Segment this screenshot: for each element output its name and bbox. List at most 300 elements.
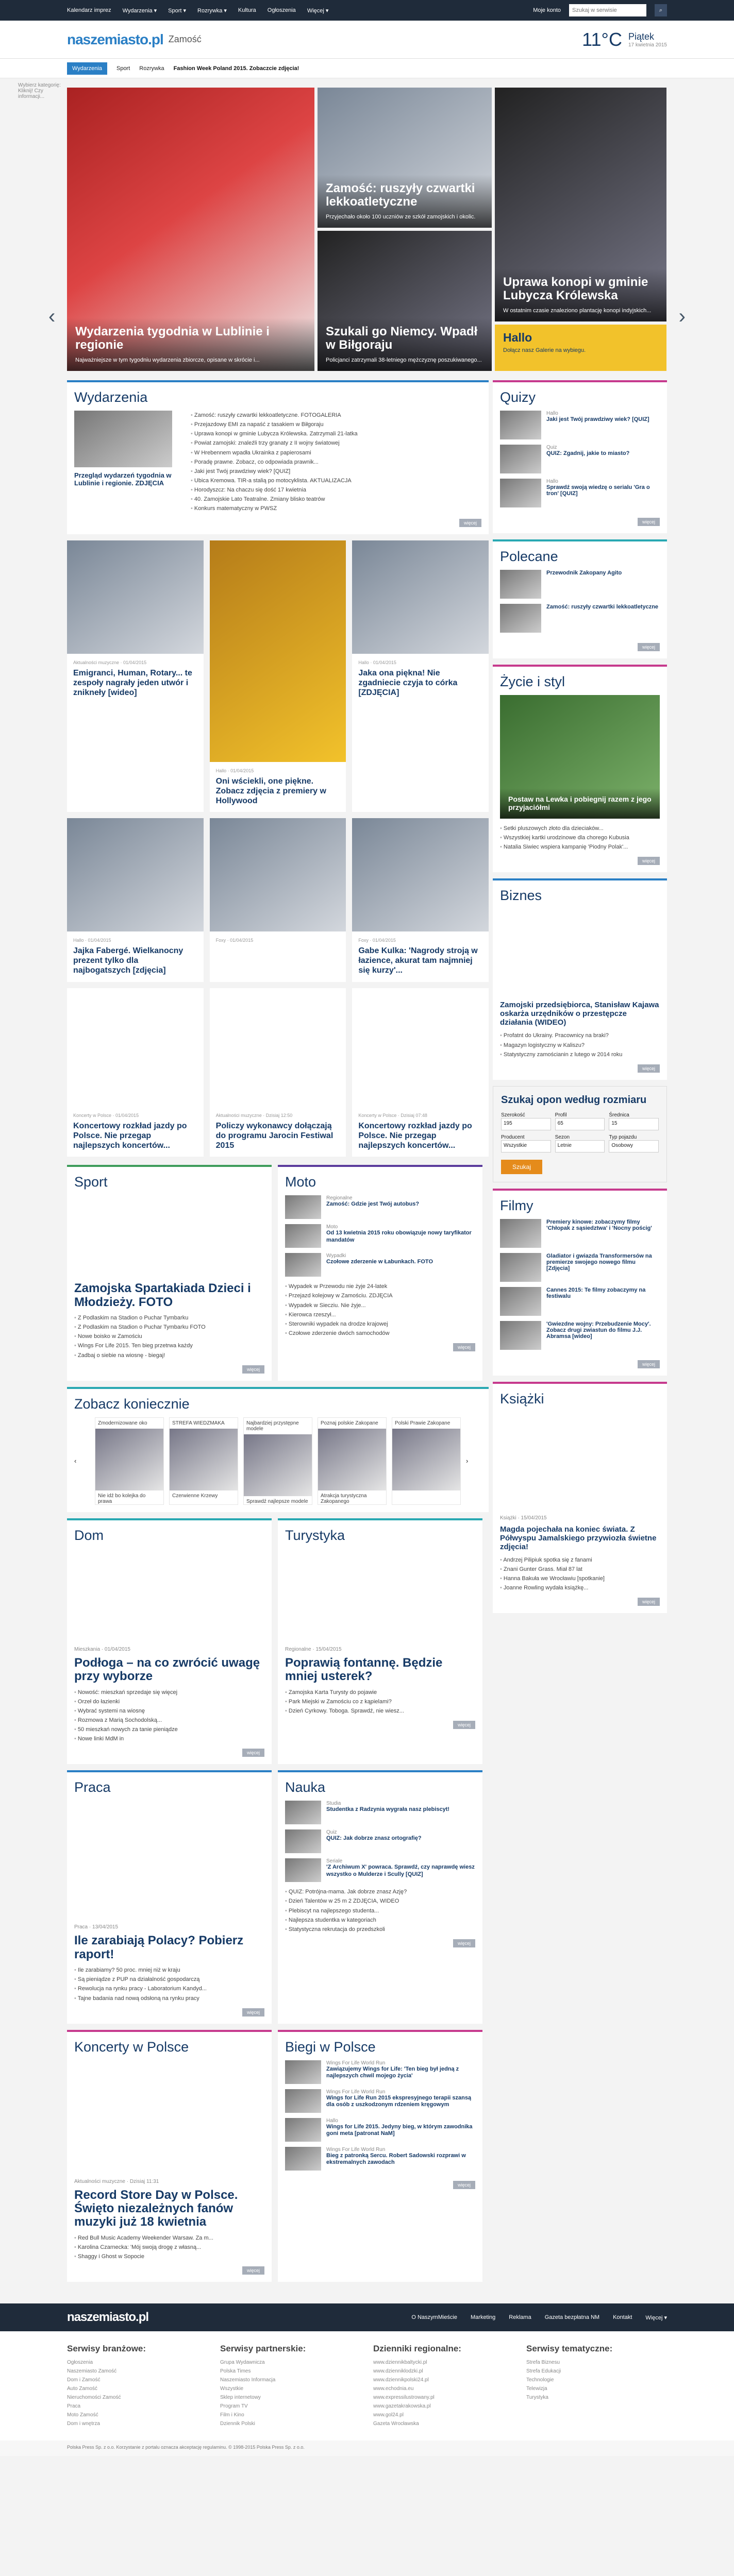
list-item[interactable]: • Zadbaj o siebie na wiosnę - biegaj!	[74, 1351, 264, 1360]
list-item[interactable]: • 40. Zamojskie Lato Teatralne. Zmiany blisko teatrów	[191, 495, 358, 504]
footer-directory	[0, 2331, 734, 2441]
moto-thumb[interactable]	[285, 1224, 321, 1248]
item-title[interactable]: Bieg z patronką Sercu. Robert Sadowski rozprawi w ekstremalnych zawodach	[326, 2152, 466, 2166]
footer-link[interactable]: Kontakt	[613, 2314, 632, 2320]
praca-image[interactable]	[74, 1801, 264, 1924]
polecane-title[interactable]: Polecane	[500, 549, 558, 564]
nauka-thumb[interactable]	[285, 1858, 321, 1882]
item-title[interactable]: Premiery kinowe: zobaczymy filmy 'Chłopak z sąsiedztwa' i 'Nocny pościg'	[546, 1218, 652, 1231]
zycie-panel	[493, 665, 667, 872]
item-title[interactable]: 'Gwiezdne wojny: Przebudzenie Mocy'. Zobacz drugi zwiastun do filmu J.J. Abramsa [wideo]	[546, 1320, 651, 1340]
carousel-item-image[interactable]	[244, 1434, 312, 1496]
section-navigation	[0, 59, 734, 78]
more-button[interactable]: więcej	[638, 857, 660, 865]
topbar-right	[533, 4, 667, 16]
list-item[interactable]: • 50 mieszkań nowych za tanie pieniądze	[74, 1725, 264, 1734]
tab-wydarzenia[interactable]: Wydarzenia	[67, 62, 107, 75]
list-item[interactable]: • Nowe linki MdM in	[74, 1734, 264, 1743]
list-item[interactable]: • Statystyczna rekrutacja do przedszkoli	[285, 1925, 475, 1934]
list-item[interactable]: • Profatnt do Ukrainy. Pracownicy na braki?	[500, 1031, 660, 1040]
site-header	[0, 21, 734, 59]
city-select[interactable]: Zamość	[168, 34, 202, 44]
hero-main-story[interactable]	[67, 88, 314, 371]
search-input[interactable]	[569, 4, 646, 16]
footer-directory-link[interactable]: Polska Times	[220, 2368, 251, 2375]
footer-directory-link[interactable]: Program TV	[220, 2403, 248, 2410]
more-button[interactable]: więcej	[459, 519, 481, 527]
filmy-panel	[493, 1189, 667, 1376]
footer-directory-link[interactable]: Naszemiasto Zamość	[67, 2368, 117, 2375]
hero-story-4-title[interactable]: Uprawa konopi w gminie Lubycza Królewska	[503, 275, 648, 303]
news-card-image[interactable]	[352, 818, 489, 931]
card-meta: Hallo · 01/04/2015	[73, 938, 111, 943]
more-button[interactable]: więcej	[242, 1749, 264, 1757]
top-link-6[interactable]: Ogłoszenia	[267, 7, 296, 13]
footer-directory-link[interactable]: www.echodnia.eu	[373, 2386, 414, 2392]
carousel-next-icon[interactable]: ›	[466, 1457, 469, 1465]
quiz-thumb[interactable]	[500, 411, 541, 439]
list-item[interactable]: • Wypadek w Siecziu. Nie żyje...	[285, 1301, 475, 1310]
more-button[interactable]: więcej	[242, 1365, 264, 1374]
list-item[interactable]: • Przejazdowy EMI za napaść z tasakiem w Biłgoraju	[191, 420, 358, 429]
list-item[interactable]: • Najlepsza studentka w kategoriach	[285, 1916, 475, 1925]
list-item[interactable]: • Natalia Siwiec wspiera kampanię 'Piodny Polak'...	[500, 842, 660, 852]
news-card-image[interactable]	[210, 540, 346, 762]
footer-directory-link[interactable]: www.dziennikbaltycki.pl	[373, 2360, 427, 2366]
biegi-title[interactable]: Biegi w Polsce	[285, 2039, 376, 2055]
film-thumb[interactable]	[500, 1253, 541, 1282]
news-card[interactable]	[210, 818, 346, 982]
card-meta: Foxy · 01/04/2015	[215, 938, 254, 943]
top-link-1[interactable]: Kalendarz imprez	[67, 7, 111, 13]
tire-label: Producent	[501, 1134, 525, 1140]
film-thumb[interactable]	[500, 1287, 541, 1316]
carousel-item-caption: Atrakcja turystyczna Zakopanego	[321, 1493, 367, 1504]
hero-story-2-title[interactable]: Zamość: ruszyły czwartki lekkoatletyczne	[326, 181, 475, 209]
list-item[interactable]: • Uprawa konopi w gminie Lubycza Królewska. Zatrzymali 21-latka	[191, 429, 358, 438]
hero-story-3-title[interactable]: Szukali go Niemcy. Wpadł w Biłgoraju	[326, 324, 478, 352]
item-title[interactable]: Studentka z Radzynia wygrała nasz plebiscyt!	[326, 1806, 450, 1813]
biznes-feature-title[interactable]: Zamojski przedsiębiorca, Stanisław Kajawa oskarża urzędników o przestępcze działania (WIDEO)	[500, 1001, 659, 1027]
list-item[interactable]: • Red Bull Music Academy Weekender Warsaw. Za m...	[74, 2233, 264, 2243]
biznes-title[interactable]: Biznes	[500, 888, 542, 904]
more-button[interactable]: więcej	[638, 1064, 660, 1073]
list-item[interactable]: • Horodyszcz: Na chaczu się dość 17 kwietnia	[191, 485, 358, 495]
carousel-item-label: Poznaj polskie Zakopane	[321, 1420, 378, 1426]
highlight-link[interactable]: Fashion Week Poland 2015. Zobaczcie zdjęcia!	[173, 65, 299, 72]
biegi-thumb[interactable]	[285, 2060, 321, 2084]
carousel-item-image[interactable]	[170, 1429, 238, 1490]
card-meta: Koncerty w Polsce · 01/04/2015	[73, 1112, 139, 1118]
card-title[interactable]: Oni wściekli, one piękne. Zobacz zdjęcia z premiery w Hollywood	[215, 776, 326, 805]
tire-label: Typ pojazdu	[609, 1134, 637, 1140]
item-title[interactable]: Sprawdź swoją wiedzę o serialu 'Gra o tron' [QUIZ]	[546, 484, 650, 497]
account-link[interactable]: Moje konto	[533, 7, 561, 13]
list-item[interactable]: • Zamość: ruszyły czwartki lekkoatletyczne. FOTOGALERIA	[191, 411, 358, 420]
more-button[interactable]: więcej	[638, 1598, 660, 1606]
biegi-thumb[interactable]	[285, 2089, 321, 2113]
item-title[interactable]: Czołowe zderzenie w Łabunkach. FOTO	[326, 1259, 433, 1265]
item-category: Moto	[326, 1224, 338, 1230]
footer-directory-link[interactable]: Strefa Edukacji	[526, 2368, 561, 2375]
news-card[interactable]	[352, 540, 489, 812]
card-title[interactable]: Jaka ona piękna! Nie zgadniecie czyja to córka [ZDJĘCIA]	[358, 668, 458, 697]
praca-panel	[67, 1770, 272, 2023]
list-item[interactable]: • Nowość: mieszkań sprzedaje się więcej	[74, 1688, 264, 1697]
list-item[interactable]: • Są pieniądze z PUP na działalność gospodarczą	[74, 1975, 264, 1984]
news-card[interactable]	[210, 540, 346, 812]
wydarzenia-feature-title[interactable]: Przegląd wydarzeń tygodnia w Lublinie i regionie. ZDJĘCIA	[74, 471, 172, 487]
list-item[interactable]: • Rewolucja na rynku pracy - Laboratorium Kandyd...	[74, 1984, 264, 1993]
item-title[interactable]: Zawiązujemy Wings for Life: 'Ten bieg był jedną z najlepszych chwil mojego życia'	[326, 2065, 459, 2079]
sport-image[interactable]	[74, 1195, 264, 1278]
item-category: Wypadki	[326, 1253, 346, 1259]
turystyka-title[interactable]: Turystyka	[285, 1527, 345, 1543]
biznes-image[interactable]	[500, 909, 660, 996]
news-card[interactable]	[352, 988, 489, 1157]
tire-width-select[interactable]: 195	[501, 1118, 551, 1130]
carousel-item-image[interactable]	[392, 1429, 460, 1490]
item-category: Quiz	[546, 445, 557, 450]
footer-directory-link[interactable]: www.expressilustrowany.pl	[373, 2395, 435, 2401]
quizy-panel	[493, 380, 667, 533]
praca-title[interactable]: Praca	[74, 1780, 111, 1795]
hero-story-4[interactable]	[495, 88, 666, 321]
list-item[interactable]: • Wings For Life 2015. Ten bieg przetrwa każdy	[74, 1341, 264, 1350]
dom-meta: Mieszkania · 01/04/2015	[74, 1646, 130, 1652]
item-category: Regionalne	[326, 1195, 353, 1201]
carousel-item-caption	[392, 1490, 460, 1496]
list-item[interactable]: • Andrzej Pilipiuk spotka się z fanami	[500, 1555, 660, 1565]
item-title[interactable]: Zamość: Gdzie jest Twój autobus?	[326, 1201, 420, 1208]
list-item[interactable]: • Wypadek w Przewodu nie żyje 24-latek	[285, 1282, 475, 1291]
list-item[interactable]: • Dzień Talentów w 25 m 2 ZDJĘCIA, WIDEO	[285, 1896, 475, 1906]
footer-directory-link[interactable]: Technologie	[526, 2377, 554, 2383]
card-meta: Hallo · 01/04/2015	[358, 659, 396, 665]
item-category: Hallo	[326, 2117, 338, 2124]
item-title[interactable]: 'Z Archiwum X' powraca. Sprawdź, czy naprawdę wiesz wszystko o Mulderze i Scully [QUIZ]	[326, 1864, 475, 1878]
carousel-item[interactable]	[169, 1417, 238, 1505]
more-button[interactable]: więcej	[453, 2181, 475, 2189]
tire-search-widget	[493, 1086, 667, 1182]
dom-panel	[67, 1518, 272, 1765]
more-button[interactable]: więcej	[638, 1360, 660, 1368]
zycie-feature-title[interactable]: Postaw na Lewka i pobiegnij razem z jego przyjaciółmi	[508, 795, 652, 811]
list-item[interactable]: • Sterowniki wypadek na drodze krajowej	[285, 1319, 475, 1329]
list-item[interactable]: • Orzeł do łazienki	[74, 1697, 264, 1706]
moto-title[interactable]: Moto	[285, 1174, 316, 1190]
card-meta: Koncerty w Polsce · Dzisiaj 07:48	[358, 1112, 427, 1118]
carousel-item[interactable]	[243, 1417, 312, 1505]
hero-main-description: Najważniejsze w tym tygodniu wydarzenia zbiorcze, opisane w skrócie i...	[75, 357, 260, 363]
list-item[interactable]: • Kierowca rzeszył...	[285, 1310, 475, 1319]
footer-directory-link[interactable]: Strefa Biznesu	[526, 2360, 560, 2366]
turystyka-feature-title[interactable]: Poprawią fontannę. Będzie mniej usterek?	[285, 1655, 443, 1684]
item-category: Quiz	[326, 1829, 337, 1836]
footer-directory-link[interactable]: Auto Zamość	[67, 2386, 97, 2392]
quizy-title[interactable]: Quizy	[500, 389, 536, 405]
koncerty-image[interactable]	[74, 2060, 264, 2179]
more-button[interactable]: więcej	[242, 2266, 264, 2275]
ksiazki-title[interactable]: Książki	[500, 1391, 544, 1406]
tire-label: Szerokość	[501, 1112, 525, 1118]
list-item[interactable]: • Z Podlaskim na Stadion o Puchar Tymbarku FOTO	[74, 1323, 264, 1332]
list-item[interactable]: • QUIZ: Potrójna-mama. Jak dobrze znasz Azję?	[285, 1887, 475, 1896]
list-item[interactable]: • Hanna Bakuła we Wrocławiu [spotkanie]	[500, 1574, 660, 1583]
list-item[interactable]: • W Hrebennem wpadła Ukrainka z papierosami	[191, 448, 358, 457]
footer-directory-link[interactable]: Dziennik Polski	[220, 2421, 255, 2427]
koncerty-title[interactable]: Koncerty w Polsce	[74, 2039, 189, 2055]
item-title[interactable]: Od 13 kwietnia 2015 roku obowiązuje nowy taryfikator mandatów	[326, 1230, 472, 1243]
list-item[interactable]: • Rozmowa z Marią Sochodolską...	[74, 1716, 264, 1725]
tire-vehicle-select[interactable]: Osobowy	[609, 1140, 659, 1153]
footer-directory-link[interactable]: www.dziennikpolski24.pl	[373, 2377, 429, 2383]
dom-feature-title[interactable]: Podłoga – na co zwrócić uwagę przy wyborze	[74, 1655, 260, 1684]
moto-thumb[interactable]	[285, 1253, 321, 1277]
card-title[interactable]: Gabe Kulka: 'Nagrody stroją w łazience, akurat tam najmniej się kurzy'...	[358, 946, 478, 975]
tire-manufacturer-select[interactable]: Wszystkie	[501, 1140, 551, 1153]
list-item[interactable]: • Nowe boisko w Zamościu	[74, 1332, 264, 1341]
news-card-image[interactable]	[352, 988, 489, 1107]
hero-gallery	[67, 78, 667, 371]
item-title[interactable]: Jaki jest Twój prawdziwy wiek? [QUIZ]	[546, 416, 649, 422]
site-logo[interactable]: naszemiasto.pl	[67, 31, 163, 47]
hero-story-2-description: Przyjechało około 100 uczniów ze szkół zamojskich i okolic.	[326, 213, 476, 220]
quiz-thumb[interactable]	[500, 445, 541, 473]
item-title[interactable]: QUIZ: Zgadnij, jakie to miasto?	[546, 450, 630, 456]
card-title[interactable]: Jajka Fabergé. Wielkanocny prezent tylko dla najbogatszych [zdjęcia]	[73, 946, 184, 975]
card-meta: Foxy · 01/04/2015	[358, 938, 396, 943]
item-title[interactable]: QUIZ: Jak dobrze znasz ortografię?	[326, 1835, 422, 1842]
hero-story-4-description: W ostatnim czasie znaleziono plantację konopi indyjskich...	[503, 307, 652, 314]
ksiazki-image[interactable]	[500, 1412, 660, 1515]
tire-diameter-select[interactable]: 15	[609, 1118, 659, 1130]
koncerty-feature-title[interactable]: Record Store Day w Polsce. Święto niezależnych fanów muzyki już 18 kwietnia	[74, 2188, 238, 2229]
footer-link[interactable]: Reklama	[509, 2314, 531, 2320]
hallo-banner[interactable]	[495, 325, 666, 371]
film-thumb[interactable]	[500, 1219, 541, 1248]
carousel-item-image[interactable]	[95, 1429, 163, 1490]
item-title[interactable]: Cannes 2015: Te filmy zobaczymy na festiwalu	[546, 1286, 646, 1299]
list-item[interactable]: • Joanne Rowling wydała książkę...	[500, 1583, 660, 1592]
top-link-3[interactable]: Sport ▾	[168, 7, 187, 14]
item-title[interactable]: Zamość: ruszyły czwartki lekkoatletyczne	[546, 604, 659, 610]
carousel-item[interactable]	[95, 1417, 164, 1505]
list-item[interactable]: • Tajne badania nad nową odsłoną na rynku pracy	[74, 1994, 264, 2003]
zycie-feature-image[interactable]	[500, 695, 660, 819]
footer-directory-link[interactable]: Wszystkie	[220, 2386, 243, 2392]
footer-directory-link[interactable]: Nieruchomości Zamość	[67, 2395, 121, 2401]
carousel-item-label: STREFA WIEDZMAKA	[172, 1420, 225, 1426]
list-item[interactable]: • Czołowe zderzenie dwóch samochodów	[285, 1329, 475, 1338]
turystyka-panel	[278, 1518, 482, 1765]
list-item[interactable]: • Zamojska Karta Turysty do pojawie	[285, 1688, 475, 1697]
news-card-image[interactable]	[352, 540, 489, 654]
tire-label: Sezon	[555, 1134, 570, 1140]
carousel-item[interactable]	[392, 1417, 461, 1505]
item-category: Seriale	[326, 1858, 343, 1865]
wydarzenia-feature-image[interactable]	[74, 411, 172, 467]
previous-arrow-icon[interactable]: ‹	[48, 305, 56, 328]
filmy-title[interactable]: Filmy	[500, 1197, 533, 1213]
card-title[interactable]: Emigranci, Human, Rotary... te zespoły nagrały jeden utwór i znikneły [wideo]	[73, 668, 192, 697]
list-item[interactable]: • Wybrać systemi na wiosnę	[74, 1706, 264, 1716]
footer-directory-link[interactable]: Sklep internetowy	[220, 2395, 261, 2401]
polecane-thumb[interactable]	[500, 604, 541, 633]
film-thumb[interactable]	[500, 1321, 541, 1350]
card-title[interactable]: Policzy wykonawcy dołączają do programu Jarocin Festiwal 2015	[215, 1121, 333, 1150]
polecane-thumb[interactable]	[500, 570, 541, 599]
news-card[interactable]	[67, 988, 204, 1157]
hero-main-title[interactable]: Wydarzenia tygodnia w Lublinie i regionie	[75, 324, 270, 352]
zobacz-title[interactable]: Zobacz koniecznie	[74, 1396, 190, 1412]
list-item[interactable]: • Konkurs matematyczny w PWSZ	[191, 504, 358, 513]
list-item[interactable]: • Magazyn logistyczny w Kaliszu?	[500, 1041, 660, 1050]
footer-directory-link[interactable]: Moto Zamość	[67, 2412, 98, 2418]
footer-directory-link[interactable]: www.dzienniklodzki.pl	[373, 2368, 423, 2375]
footer-directory-link[interactable]: Dom i wnętrza	[67, 2421, 100, 2427]
news-card[interactable]	[67, 818, 204, 982]
list-item[interactable]: • Statystyczny zamościanin z lutego w 2014 roku	[500, 1050, 660, 1059]
news-card-image[interactable]	[67, 540, 204, 654]
more-button[interactable]: więcej	[638, 643, 660, 651]
list-item[interactable]: • Karolina Czarnecka: 'Mój swoją drogę z własną...	[74, 2243, 264, 2252]
carousel-item-image[interactable]	[318, 1429, 386, 1490]
tab-sport[interactable]: Sport	[116, 65, 130, 72]
list-item[interactable]: • Plebiscyt na najlepszego studenta...	[285, 1906, 475, 1916]
tire-label: Średnica	[609, 1112, 629, 1118]
tire-label: Profil	[555, 1112, 567, 1118]
more-button[interactable]: więcej	[453, 1343, 475, 1351]
item-title[interactable]: Wings for Life Run 2015 ekspresyjnego terapii szansą dla osób z uszkodzonym rdzeniem kręgowym	[326, 2094, 472, 2108]
moto-panel	[278, 1165, 482, 1380]
dom-image[interactable]	[74, 1549, 264, 1647]
news-card[interactable]	[352, 818, 489, 982]
hero-story-3[interactable]	[318, 231, 492, 371]
footer-link[interactable]: Gazeta bezpłatna NM	[544, 2314, 600, 2320]
footer-directory-link[interactable]: www.gazetakrakowska.pl	[373, 2403, 431, 2410]
zycie-title[interactable]: Życie i styl	[500, 674, 565, 689]
koncerty-meta: Aktualności muzyczne · Dzisiaj 11:31	[74, 2178, 159, 2184]
footer-column-title: Dzienniki regionalne:	[373, 2344, 461, 2354]
item-title[interactable]: Gladiator i gwiazda Transformersów na premierze swojego nowego filmu [Zdjęcia]	[546, 1252, 652, 1272]
item-category: Studia	[326, 1801, 341, 1807]
footer-directory-link[interactable]: Praca	[67, 2403, 81, 2410]
list-item[interactable]: • Ile zarabiamy? 50 proc. mniej niż w kraju	[74, 1965, 264, 1975]
more-button[interactable]: więcej	[242, 2008, 264, 2016]
search-icon[interactable]: ⌕	[655, 4, 667, 16]
footer-link[interactable]: O NaszymMieście	[411, 2314, 457, 2320]
weather-day: Piątek	[628, 31, 654, 42]
list-item[interactable]: • Dzień Cyrkowy. Toboga. Sprawdź, nie wiesz...	[285, 1706, 475, 1716]
news-card-image[interactable]	[210, 818, 346, 931]
list-item[interactable]: • Setki pluszowych złoto dla dzieciaków...	[500, 824, 660, 833]
tab-rozrywka[interactable]: Rozrywka	[139, 65, 164, 72]
wydarzenia-title[interactable]: Wydarzenia	[74, 389, 148, 405]
tire-season-select[interactable]: Letnie	[555, 1140, 605, 1153]
wydarzenia-list	[191, 411, 358, 514]
footer-link[interactable]: Marketing	[471, 2314, 496, 2320]
list-item[interactable]: • Powiat zamojski: znaleźli trzy granaty z II wojny światowej	[191, 438, 358, 448]
carousel-item[interactable]	[318, 1417, 387, 1505]
biegi-thumb[interactable]	[285, 2118, 321, 2142]
more-button[interactable]: więcej	[453, 1939, 475, 1947]
list-item[interactable]: • Wszystkiej kartki urodzinowe dla chorego Kubusia	[500, 833, 660, 842]
list-item[interactable]: • Przejazd kolejowy w Zamościu. ZDJĘCIA	[285, 1291, 475, 1300]
news-card-image[interactable]	[210, 988, 346, 1107]
footer-directory-link[interactable]: Grupa Wydawnicza	[220, 2360, 265, 2366]
footer-directory-link[interactable]: Dom i Zamość	[67, 2377, 101, 2383]
top-navigation	[0, 0, 734, 21]
dom-title[interactable]: Dom	[74, 1527, 104, 1543]
sport-feature-title[interactable]: Zamojska Spartakiada Dzieci i Młodzieży. FOTO	[74, 1281, 251, 1309]
footer-directory-link[interactable]: Gazeta Wrocławska	[373, 2421, 419, 2427]
top-link-7[interactable]: Więcej ▾	[307, 7, 329, 14]
top-link-5[interactable]: Kultura	[238, 7, 256, 13]
ksiazki-panel	[493, 1382, 667, 1614]
top-link-2[interactable]: Wydarzenia ▾	[122, 7, 157, 14]
ksiazki-feature-title[interactable]: Magda pojechała na koniec świata. Z Półwyspu Jamalskiego przywiozła świetne zdjęcia!	[500, 1524, 657, 1551]
footer-directory-link[interactable]: Ogłoszenia	[67, 2360, 93, 2366]
list-item[interactable]: • Ubica Kremowa. TIR-a stalią po motocyklista. AKTUALIZACJA	[191, 476, 358, 485]
moto-thumb[interactable]	[285, 1195, 321, 1219]
sport-title[interactable]: Sport	[74, 1174, 108, 1190]
tire-search-button[interactable]: Szukaj	[501, 1160, 542, 1174]
hallo-description: Dołącz nasz Galerie na wybiegu.	[503, 347, 586, 353]
list-item[interactable]: • Poradę prawne. Zobacz, co odpowiada prawnik...	[191, 457, 358, 467]
footer-directory-link[interactable]: Turystyka	[526, 2395, 548, 2401]
footer-link[interactable]: Więcej ▾	[645, 2314, 667, 2321]
list-item[interactable]: • Park Miejski w Zamościu co z kąpielami?	[285, 1697, 475, 1706]
item-title[interactable]: Przewodnik Zakopany Agito	[546, 570, 622, 576]
news-card-image[interactable]	[67, 818, 204, 931]
carousel-item-label: Zmodernizowane oko	[98, 1420, 147, 1426]
praca-feature-title[interactable]: Ile zarabiają Polacy? Pobierz raport!	[74, 1934, 244, 1961]
quiz-thumb[interactable]	[500, 479, 541, 507]
footer-directory-link[interactable]: www.gol24.pl	[373, 2412, 404, 2418]
nauka-thumb[interactable]	[285, 1801, 321, 1824]
news-card[interactable]	[67, 540, 204, 812]
card-meta: Hallo · 01/04/2015	[215, 768, 254, 773]
footer-logo[interactable]: naszemiasto.pl	[67, 2310, 149, 2325]
list-item[interactable]: • Shaggy i Ghost w Sopocie	[74, 2252, 264, 2261]
footer-column-title: Serwisy tematyczne:	[526, 2344, 613, 2354]
nauka-title[interactable]: Nauka	[285, 1780, 326, 1795]
footer-directory-link[interactable]: Film i Kino	[220, 2412, 244, 2418]
next-arrow-icon[interactable]: ›	[678, 305, 686, 328]
more-button[interactable]: więcej	[453, 1721, 475, 1729]
tire-profile-select[interactable]: 65	[555, 1118, 605, 1130]
nauka-panel	[278, 1770, 482, 2023]
top-link-4[interactable]: Rozrywka ▾	[197, 7, 227, 14]
list-item[interactable]: • Znani Gunter Grass. Miał 87 lat	[500, 1565, 660, 1574]
footer-directory-link[interactable]: Naszemiasto Informacja	[220, 2377, 276, 2383]
news-card[interactable]	[210, 988, 346, 1157]
carousel-prev-icon[interactable]: ‹	[74, 1457, 77, 1465]
more-button[interactable]: więcej	[638, 518, 660, 526]
footer-directory-link[interactable]: Telewizja	[526, 2386, 547, 2392]
list-item[interactable]: • Jaki jest Twój prawdziwy wiek? [QUIZ]	[191, 467, 358, 476]
hero-story-2[interactable]	[318, 88, 492, 228]
biegi-thumb[interactable]	[285, 2147, 321, 2171]
list-item[interactable]: • Z Podlaskim na Stadion o Puchar Tymbarku	[74, 1313, 264, 1323]
card-title[interactable]: Koncertowy rozkład jazdy po Polsce. Nie przegap najlepszych koncertów...	[358, 1121, 472, 1150]
nauka-thumb[interactable]	[285, 1829, 321, 1853]
card-title[interactable]: Koncertowy rozkład jazdy po Polsce. Nie przegap najlepszych koncertów...	[73, 1121, 187, 1150]
turystyka-image[interactable]	[285, 1549, 475, 1647]
item-title[interactable]: Wings for Life 2015. Jedyny bieg, w którym zawodnika goni meta [patronat NaM]	[326, 2123, 473, 2137]
news-card-image[interactable]	[67, 988, 204, 1107]
